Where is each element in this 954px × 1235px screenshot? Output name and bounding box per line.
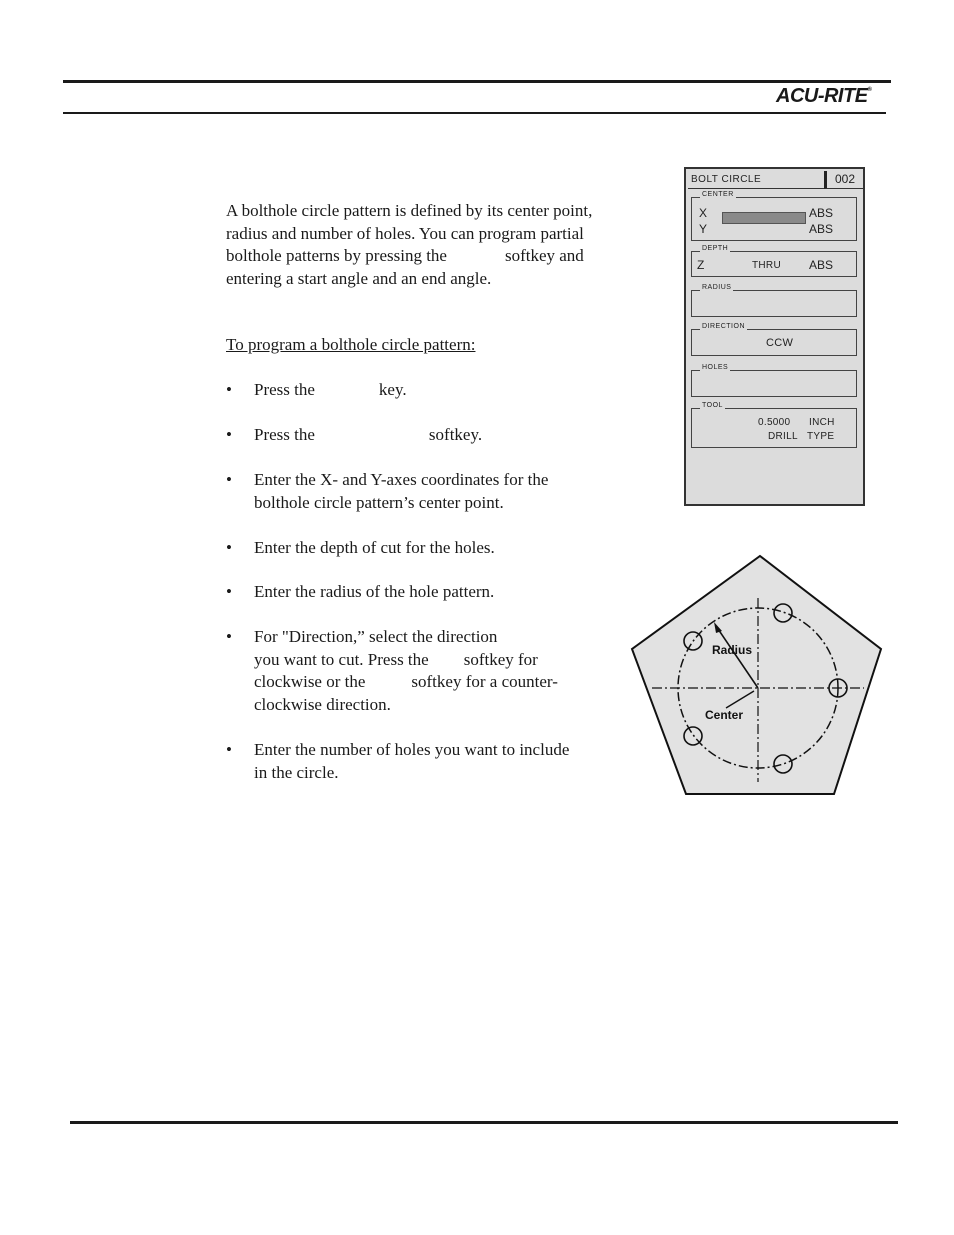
header-rule-top xyxy=(63,80,891,83)
holes-label: HOLES xyxy=(702,364,729,371)
z-axis-label: Z xyxy=(697,258,705,272)
radius-label: RADIUS xyxy=(702,284,732,291)
procedure-heading: To program a bolthole circle pattern: xyxy=(226,335,476,354)
direction-value: CCW xyxy=(766,337,794,349)
bolt-circle-diagram xyxy=(628,550,884,798)
center-label: CENTER xyxy=(702,191,734,198)
acu-rite-logo: ACU-RITE® xyxy=(776,85,872,107)
tool-kind: DRILL xyxy=(768,431,798,442)
radius-label: Radius xyxy=(712,643,753,657)
tool-size: 0.5000 xyxy=(758,417,791,428)
screen-title: BOLT CIRCLE xyxy=(688,171,829,189)
intro-line-3: bolthole patterns by pressing the softkey and xyxy=(226,246,584,266)
direction-label: DIRECTION xyxy=(702,323,745,330)
y-abs-label: ABS xyxy=(809,222,834,236)
center-label: Center xyxy=(705,708,744,722)
holes-group[interactable] xyxy=(691,364,857,397)
intro-line-4: entering a start angle and an end angle. xyxy=(226,268,492,288)
center-group[interactable] xyxy=(691,191,857,241)
x-abs-label: ABS xyxy=(809,206,834,220)
tool-group[interactable] xyxy=(691,402,857,448)
tool-unit: INCH xyxy=(809,417,835,428)
depth-label: DEPTH xyxy=(702,245,729,252)
pentagon-workpiece xyxy=(632,556,881,794)
intro-line-2: radius and number of holes. You can program partial xyxy=(226,223,584,243)
tool-label: TOOL xyxy=(702,402,723,409)
bolt-circle-screen xyxy=(684,167,865,506)
footer-rule xyxy=(70,1121,898,1124)
radius-group[interactable] xyxy=(691,284,857,317)
intro-paragraph xyxy=(226,200,646,290)
tool-type-label: TYPE xyxy=(807,431,835,442)
direction-group[interactable] xyxy=(691,323,857,356)
depth-abs-label: ABS xyxy=(809,258,834,272)
x-axis-label: X xyxy=(699,206,708,220)
header-rule-bottom xyxy=(63,112,886,114)
x-input[interactable] xyxy=(722,212,806,224)
thru-value: THRU xyxy=(752,260,781,271)
depth-group[interactable] xyxy=(691,245,857,277)
y-axis-label: Y xyxy=(699,222,708,236)
program-number: 002 xyxy=(824,171,863,189)
intro-line-1: A bolthole circle pattern is defined by its center point, xyxy=(226,201,593,220)
